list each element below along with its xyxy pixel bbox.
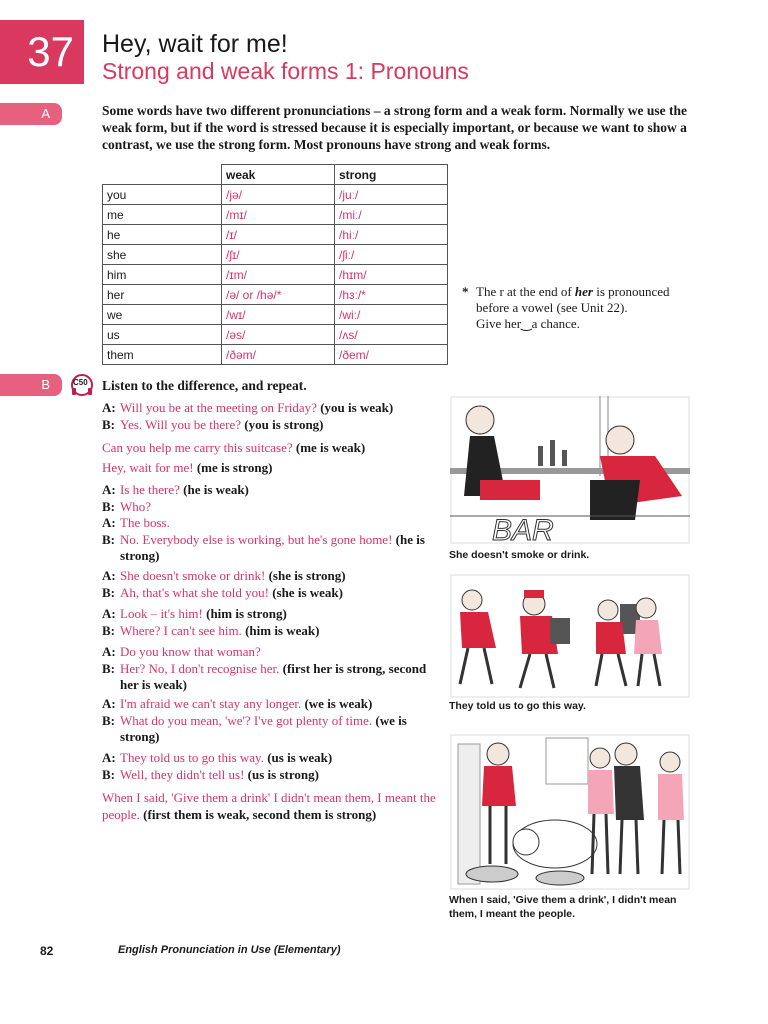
dialogue-line xyxy=(102,623,442,640)
strong-form-cell: /wiː/ xyxy=(335,305,448,325)
table-row xyxy=(103,285,448,305)
dialogue-note: (he is weak) xyxy=(183,482,249,497)
dialogue-content xyxy=(120,400,393,417)
weak-form-cell: /jə/ xyxy=(222,185,335,205)
table-row xyxy=(103,345,448,365)
strong-form-cell: /ðem/ xyxy=(335,345,448,365)
dialogue-block xyxy=(102,400,442,433)
pronoun-cell: him xyxy=(103,265,222,285)
table-header-row xyxy=(103,165,448,185)
dialogue-note: (she is weak) xyxy=(272,584,343,600)
dialogue-line xyxy=(102,499,442,516)
speaker-label: A: xyxy=(102,515,116,530)
table-row xyxy=(103,325,448,345)
dialogue-content xyxy=(120,585,343,602)
dialogue-text: Will you be at the meeting on Friday? xyxy=(120,400,317,415)
dialogue-note: (we is weak) xyxy=(304,696,373,711)
weak-form-cell: /ðəm/ xyxy=(222,345,335,365)
pronoun-cell: you xyxy=(103,185,222,205)
page-subtitle: Strong and weak forms 1: Pronouns xyxy=(102,58,469,84)
dialogue-line xyxy=(102,585,442,602)
speaker-label: B: xyxy=(102,584,115,600)
pronoun-cell: us xyxy=(103,325,222,345)
speaker-label: A: xyxy=(102,606,116,621)
strong-form-cell: /ʃiː/ xyxy=(335,245,448,265)
dialogue-text: What do you mean, 'we'? I've got plenty of time. xyxy=(120,712,373,728)
dialogue-text: They told us to go this way. xyxy=(120,750,264,765)
caption-bar: She doesn't smoke or drink. xyxy=(449,549,590,561)
dialogue-note: (first her is strong, second her is weak) xyxy=(120,660,427,692)
dialogue-content xyxy=(120,767,319,784)
table-row xyxy=(103,265,448,285)
dialogue-line xyxy=(102,790,442,823)
dialogue-text: The boss. xyxy=(120,515,170,530)
pronoun-cell: she xyxy=(103,245,222,265)
dialogue-block xyxy=(102,790,442,823)
caption-tourists: They told us to go this way. xyxy=(449,700,586,712)
dialogue-content xyxy=(120,644,261,661)
speaker-label: A: xyxy=(102,482,116,497)
book-title: English Pronunciation in Use (Elementary) xyxy=(118,944,341,956)
strong-form-cell: /juː/ xyxy=(335,185,448,205)
dialogue-content xyxy=(120,417,324,434)
speaker-label: B: xyxy=(102,766,115,782)
footnote-example: Give her‿a chance. xyxy=(476,316,580,331)
strong-form-cell: /hɜː/* xyxy=(335,285,448,305)
dialogue-block xyxy=(102,750,442,783)
speaker-label: B: xyxy=(102,531,115,547)
table-row xyxy=(103,245,448,265)
dialogue-line xyxy=(102,696,442,713)
dialogue-line xyxy=(102,661,442,694)
pronoun-cell: them xyxy=(103,345,222,365)
strong-form-cell: /miː/ xyxy=(335,205,448,225)
footnote-star: * xyxy=(462,284,469,299)
dialogue-line xyxy=(102,606,442,623)
page-title: Hey, wait for me! xyxy=(102,30,288,58)
dialogue-line xyxy=(102,568,442,585)
dialogue-line xyxy=(102,515,442,532)
speaker-label: B: xyxy=(102,712,115,728)
dialogue-content xyxy=(102,440,365,457)
dialogue-content xyxy=(120,713,442,746)
dialogue-text: Yes. Will you be there? xyxy=(120,416,242,432)
dialogue-line xyxy=(102,750,442,767)
dialogue-note: (he is strong) xyxy=(120,531,425,563)
speaker-label: A: xyxy=(102,644,116,659)
speaker-label: A: xyxy=(102,750,116,765)
dialogue-content xyxy=(120,515,170,532)
bar-sign: BAR xyxy=(492,514,554,544)
dialogue-text: I'm afraid we can't stay any longer. xyxy=(120,696,302,711)
table-row xyxy=(103,305,448,325)
tourists-illustration xyxy=(450,574,690,698)
dialogue-content xyxy=(102,790,442,823)
speaker-label: B: xyxy=(102,622,115,638)
dialogue-content xyxy=(120,568,346,585)
speaker-label: B: xyxy=(102,416,115,432)
bar-illustration xyxy=(450,396,690,544)
weak-form-cell: /ə/ or /hə/* xyxy=(222,285,335,305)
weak-form-cell: /wɪ/ xyxy=(222,305,335,325)
dialogue-text: When I said, 'Give them a drink' I didn't mean them, I meant the people. xyxy=(102,790,436,822)
dialogue-note: (first them is weak, second them is strong) xyxy=(143,806,377,822)
weak-form-cell: /ɪ/ xyxy=(222,225,335,245)
dialogue-note: (us is weak) xyxy=(267,750,333,765)
footnote-her: her xyxy=(574,284,593,299)
section-tab-a: A xyxy=(0,103,62,125)
pronoun-cell: her xyxy=(103,285,222,305)
dialogue-block xyxy=(102,644,442,694)
dialogue-text: Who? xyxy=(120,498,152,514)
table-header-blank xyxy=(103,165,222,185)
dialogue-line xyxy=(102,767,442,784)
dialogue-block xyxy=(102,482,442,565)
party-illustration xyxy=(450,734,690,890)
strong-form-cell: /ʌs/ xyxy=(335,325,448,345)
dialogue-text: Is he there? xyxy=(120,482,180,497)
pronoun-cell: he xyxy=(103,225,222,245)
dialogue-content xyxy=(120,482,249,499)
dialogue-line xyxy=(102,713,442,746)
dialogue-block xyxy=(102,568,442,601)
dialogue-content xyxy=(120,606,287,623)
dialogue-line xyxy=(102,417,442,434)
dialogue-line xyxy=(102,532,442,565)
dialogue-content xyxy=(120,696,372,713)
dialogue-content xyxy=(120,623,319,640)
dialogue-content xyxy=(120,750,332,767)
page-number: 82 xyxy=(40,944,54,958)
weak-form-cell: /əs/ xyxy=(222,325,335,345)
unit-number-box: 37 xyxy=(0,20,84,84)
dialogue-note: (we is strong) xyxy=(120,712,407,744)
pronoun-table xyxy=(102,164,448,365)
dialogue-line xyxy=(102,440,442,457)
speaker-label: B: xyxy=(102,660,115,676)
dialogue-text: Hey, wait for me! xyxy=(102,460,194,475)
table-row xyxy=(103,225,448,245)
intro-paragraph: Some words have two different pronunciations – a strong form and a weak form. Normally we use the weak form, but if the word is stressed because it is especially important, or because we want to show a contrast, we use the strong form. Most pronouns have strong and weak forms. xyxy=(102,103,687,152)
dialogue-block xyxy=(102,606,442,639)
dialogue-content xyxy=(102,460,272,477)
dialogue-line xyxy=(102,400,442,417)
table-row xyxy=(103,185,448,205)
dialogue-text: Where? I can't see him. xyxy=(120,622,242,638)
dialogue-block xyxy=(102,696,442,746)
dialogue-note: (she is strong) xyxy=(268,568,346,583)
pronoun-cell: me xyxy=(103,205,222,225)
dialogue-line xyxy=(102,460,442,477)
speaker-label: A: xyxy=(102,568,116,583)
dialogue-text: Do you know that woman? xyxy=(120,644,261,659)
footnote xyxy=(462,284,692,332)
dialogue-note: (you is weak) xyxy=(320,400,394,415)
strong-form-cell: /hɪm/ xyxy=(335,265,448,285)
speaker-label: A: xyxy=(102,400,116,415)
dialogue-text: Look – it's him! xyxy=(120,606,203,621)
speaker-label: B: xyxy=(102,498,115,514)
section-b-instruction: Listen to the difference, and repeat. xyxy=(102,378,307,393)
section-tab-b: B xyxy=(0,374,62,396)
cd-track-label: C50 xyxy=(73,378,88,387)
audio-cd-icon[interactable] xyxy=(70,374,94,396)
dialogue-note: (you is strong) xyxy=(244,416,324,432)
weak-form-cell: /ɪm/ xyxy=(222,265,335,285)
dialogue-note: (him is weak) xyxy=(245,622,320,638)
weak-form-cell: /mɪ/ xyxy=(222,205,335,225)
dialogue-content xyxy=(120,499,151,516)
dialogue-note: (me is weak) xyxy=(295,440,366,455)
weak-form-cell: /ʃɪ/ xyxy=(222,245,335,265)
dialogue-text: Well, they didn't tell us! xyxy=(120,766,245,782)
dialogue-block xyxy=(102,460,442,477)
dialogue-text: Can you help me carry this suitcase? xyxy=(102,440,293,455)
table-row xyxy=(103,205,448,225)
dialogue-text: She doesn't smoke or drink! xyxy=(120,568,266,583)
caption-party: When I said, 'Give them a drink', I didn't mean them, I meant the people. xyxy=(449,894,677,920)
table-header-weak: weak xyxy=(222,165,335,185)
table-header-strong: strong xyxy=(335,165,448,185)
dialogue-content xyxy=(120,661,442,694)
dialogue-content xyxy=(120,532,442,565)
dialogue-text: No. Everybody else is working, but he's gone home! xyxy=(120,531,393,547)
footnote-text-a: The r at the end of xyxy=(476,284,575,299)
dialogue-note: (us is strong) xyxy=(247,766,319,782)
dialogue-line xyxy=(102,644,442,661)
footnote-text-b: is pronounced before a vowel (see Unit 22). xyxy=(476,284,670,315)
dialogue-block xyxy=(102,440,442,457)
dialogue-note: (me is strong) xyxy=(196,460,273,475)
strong-form-cell: /hiː/ xyxy=(335,225,448,245)
dialogue-note: (him is strong) xyxy=(206,606,287,621)
dialogue-line xyxy=(102,482,442,499)
speaker-label: A: xyxy=(102,696,116,711)
pronoun-cell: we xyxy=(103,305,222,325)
dialogue-text: Ah, that's what she told you! xyxy=(120,584,269,600)
dialogue-text: Her? No, I don't recognise her. xyxy=(120,660,280,676)
